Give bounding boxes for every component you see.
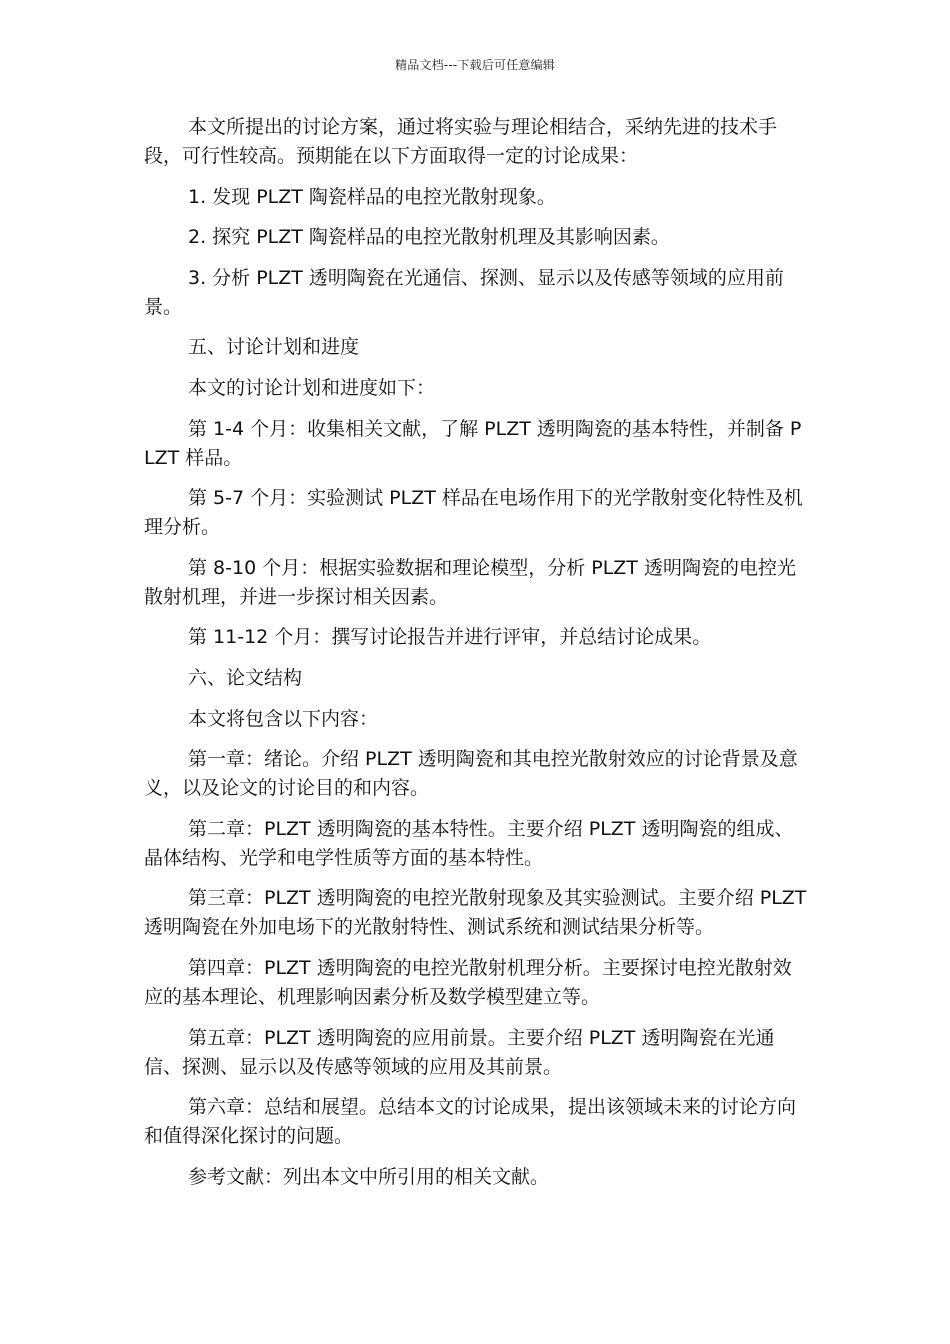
paragraph-chapter-5: 第五章：PLZT 透明陶瓷的应用前景。主要介绍 PLZT 透明陶瓷在光通信、探测、显示以及传感等领域的应用及其前景。 — [144, 1026, 775, 1078]
section-heading-plan: 五、讨论计划和进度 — [188, 336, 360, 359]
paragraph-chapter-4: 第四章：PLZT 透明陶瓷的电控光散射机理分析。主要探讨电控光散射效应的基本理论、机理影响因素分析及数学模型建立等。 — [144, 956, 792, 1008]
paragraph-result-1: 1. 发现 PLZT 陶瓷样品的电控光散射现象。 — [188, 185, 556, 208]
paragraph-chapter-1: 第一章：绪论。介绍 PLZT 透明陶瓷和其电控光散射效应的讨论背景及意义，以及论文的讨论目的和内容。 — [144, 748, 798, 800]
section-heading-structure: 六、论文结构 — [188, 666, 303, 689]
page-header: 精品文档---下载后可任意编辑 — [395, 58, 555, 72]
paragraph-plan-month-5-7: 第 5-7 个月：实验测试 PLZT 样品在电场作用下的光学散射变化特性及机理分析。 — [144, 487, 803, 539]
paragraph-result-2: 2. 探究 PLZT 陶瓷样品的电控光散射机理及其影响因素。 — [188, 226, 670, 249]
paragraph-structure-intro: 本文将包含以下内容： — [188, 707, 379, 730]
paragraph-chapter-3: 第三章：PLZT 透明陶瓷的电控光散射现象及其实验测试。主要介绍 PLZT 透明陶瓷在外加电场下的光散射特性、测试系统和测试结果分析等。 — [144, 887, 807, 939]
document-body — [144, 113, 809, 1203]
paragraph-chapter-6: 第六章：总结和展望。总结本文的讨论成果，提出该领域未来的讨论方向和值得深化探讨的问题。 — [144, 1096, 797, 1148]
paragraph-chapter-2: 第二章：PLZT 透明陶瓷的基本特性。主要介绍 PLZT 透明陶瓷的组成、晶体结构、光学和电学性质等方面的基本特性。 — [144, 817, 794, 869]
paragraph-expected-results-intro: 本文所提出的讨论方案，通过将实验与理论相结合，采纳先进的技术手段，可行性较高。预期能在以下方面取得一定的讨论成果： — [144, 116, 778, 167]
paragraph-plan-month-8-10: 第 8-10 个月：根据实验数据和理论模型，分析 PLZT 透明陶瓷的电控光散射机理，并进一步探讨相关因素。 — [144, 556, 796, 608]
paragraph-references: 参考文献：列出本文中所引用的相关文献。 — [188, 1165, 550, 1188]
paragraph-plan-month-11-12: 第 11-12 个月：撰写讨论报告并进行评审，并总结讨论成果。 — [188, 626, 712, 649]
paragraph-result-3: 3. 分析 PLZT 透明陶瓷在光通信、探测、显示以及传感等领域的应用前景。 — [144, 266, 784, 318]
paragraph-plan-month-1-4: 第 1-4 个月：收集相关文献，了解 PLZT 透明陶瓷的基本特性，并制备 PLZT 样品。 — [144, 417, 802, 469]
paragraph-plan-intro: 本文的讨论计划和进度如下： — [188, 376, 436, 399]
